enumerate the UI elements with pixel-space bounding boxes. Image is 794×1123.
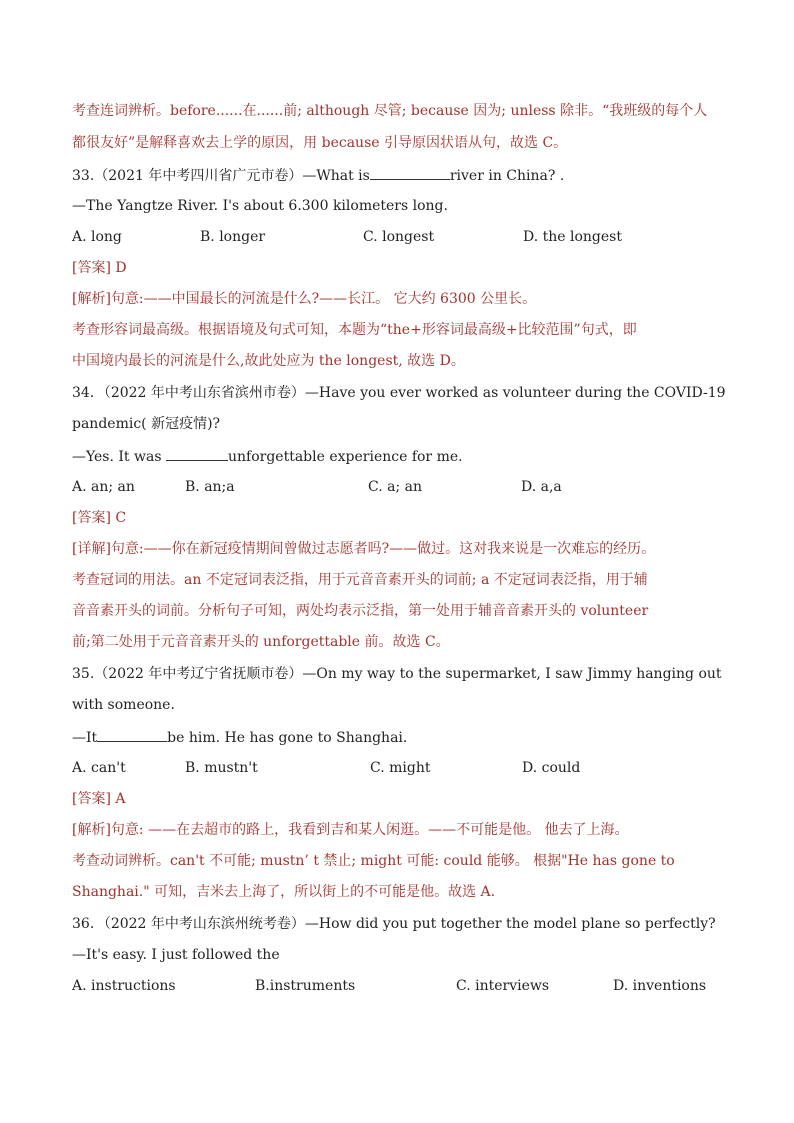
q33-analysis1: [解析]句意:——中国最长的河流是什么?——长江。 它大约 6300 公里长。 [72,291,537,307]
q33-option-a: A. long [72,229,122,245]
q32-analysis-text: 考查连词辨析。before......在......前; although 尽管; because 因为; unless 除非。 [72,103,603,119]
q35-line3-end: be him. He has gone to Shanghai. [167,730,408,746]
q33-analysis3: 中国境内最长的河流是什么,故此处应为 the longest, 故选 D。 [72,353,465,369]
q34-stem2: pandemic( 新冠疫情)? [72,416,221,432]
q36-option-a: A. instructions [72,978,176,994]
q35-answer: [答案] A [72,791,126,807]
q34-option-b: B. an;a [185,479,235,495]
q33-answer: [答案] D [72,260,127,276]
q35-blank [97,727,167,742]
q33-stem-start: 33.（2021 年中考四川省广元市卷）—What is [72,168,370,184]
q32-analysis-line1 [72,101,734,121]
q34-analysis4: 前;第二处用于元音音素开头的 unforgettable 前。故选 C。 [72,634,450,650]
q35-line3-start: —It [72,730,98,746]
q33-option-d: D. the longest [523,229,622,245]
q35-analysis3: Shanghai." 可知，吉米去上海了，所以街上的不可能是他。故选 A. [72,884,496,900]
q32-analysis-quote: “我班级的每个人 [602,103,708,119]
q34-option-a: A. an; an [72,479,135,495]
q33-option-c: C. longest [363,229,435,245]
q34-analysis1: [详解]句意:——你在新冠疫情期间曾做过志愿者吗?——做过。这对我来说是一次难忘的经历。 [72,541,656,557]
q34-option-d: D. a,a [521,479,562,495]
q36-line2: —It's easy. I just followed the [72,947,280,963]
q33-stem-end: river in China? . [449,168,565,184]
q32-analysis-conclusion: 是解释喜欢去上学的原因，用 because 引导原因状语从句，故选 C。 [135,135,568,151]
q34-analysis3: 音音素开头的词前。分析句子可知，两处均表示泛指，第一处用于辅音音素开头的 volunteer [72,603,649,619]
q36-stem1: 36．（2022 年中考山东滨州统考卷）—How did you put together the model plane so perfectly? [72,916,716,932]
q34-line3-end: unforgettable experience for me. [227,449,463,465]
q35-stem1: 35.（2022 年中考辽宁省抚顺市卷）—On my way to the supermarket, I saw Jimmy hanging out [72,666,722,682]
q33-option-b: B. longer [200,229,266,245]
q33-blank [370,165,450,180]
q35-option-d: D. could [522,760,581,776]
q35-line3 [72,727,734,748]
q35-option-c: C. might [370,760,431,776]
q36-option-b: B.instruments [255,978,356,994]
q34-option-c: C. a; an [368,479,422,495]
q32-analysis-line2 [72,133,734,153]
q33-stem [72,165,734,186]
q36-option-c: C. interviews [456,978,550,994]
q34-analysis2: 考查冠词的用法。an 不定冠词表泛指，用于元音音素开头的词前; a 不定冠词表泛指，用于辅 [72,572,648,588]
q35-analysis2: 考查动词辨析。can't 不可能; mustn’ t 禁止; might 可能: could 能够。 根据"He has gone to [72,853,675,869]
q35-option-a: A. can't [72,760,126,776]
q34-blank [166,446,228,461]
q34-answer: [答案] C [72,510,127,526]
q35-analysis1: [解析]句意: ——在去超市的路上，我看到吉和某人闲逛。——不可能是他。 他去了上海。 [72,822,629,838]
q33-line2: —The Yangtze River. I's about 6.300 kilometers long. [72,198,448,214]
q35-stem2: with someone. [72,697,175,713]
q36-option-d: D. inventions [613,978,707,994]
q32-analysis-quote-end: 都很友好” [72,135,136,151]
q35-option-b: B. mustn't [185,760,258,776]
q33-analysis2: 考查形容词最高级。根据语境及句式可知，本题为“the+形容词最高级+比较范围”句式，即 [72,322,637,338]
q34-line3 [72,446,734,467]
q34-stem1: 34．（2022 年中考山东省滨州市卷）—Have you ever worked as volunteer during the COVID-19 [72,385,726,401]
q34-line3-start: —Yes. It was [72,449,162,465]
